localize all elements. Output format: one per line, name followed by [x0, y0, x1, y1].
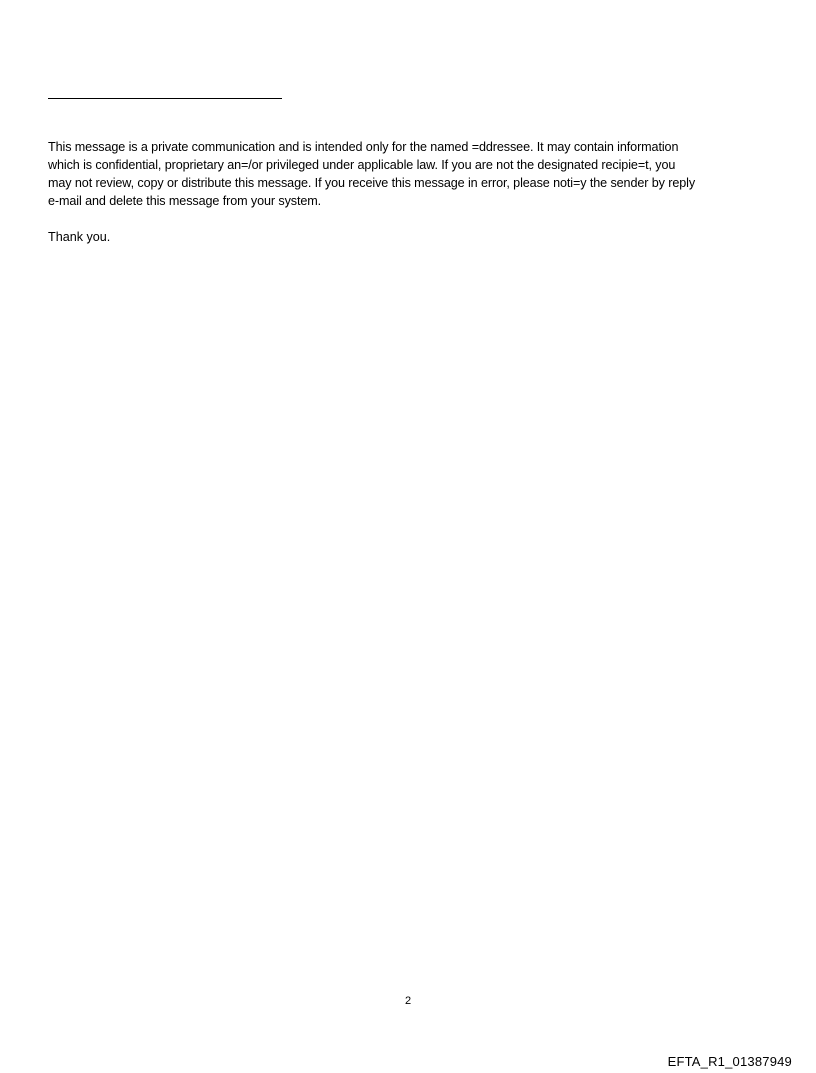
bates-number: EFTA_R1_01387949 [667, 1054, 792, 1069]
separator-line [48, 98, 282, 99]
confidentiality-disclaimer [48, 138, 778, 210]
closing-text: Thank you. [48, 230, 111, 244]
disclaimer-line: This message is a private communication and is intended only for the named =ddressee. It may contain information [48, 140, 679, 154]
disclaimer-line: which is confidential, proprietary an=/or privileged under applicable law. If you are not the designated recipie=t, you [48, 158, 676, 172]
disclaimer-line: may not review, copy or distribute this message. If you receive this message in error, please noti=y the sender by reply [48, 176, 696, 190]
page-number: 2 [404, 995, 412, 1007]
disclaimer-line: e-mail and delete this message from your system. [48, 194, 322, 208]
